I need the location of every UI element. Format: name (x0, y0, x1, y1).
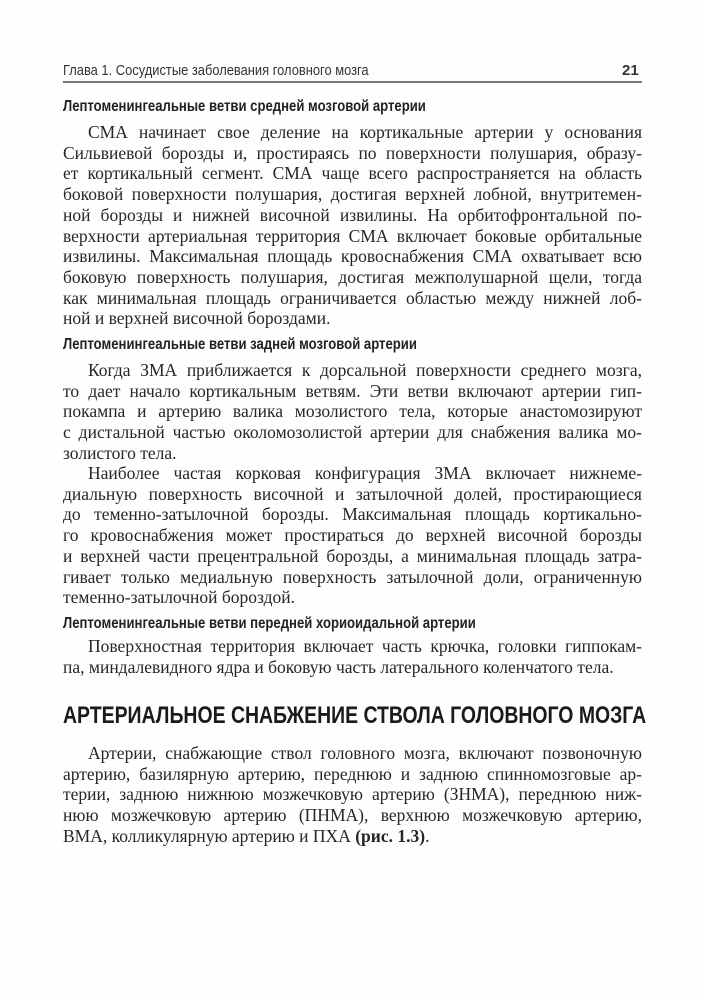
line-text: па, миндалевидного ядра и боковую часть латерального коленчатого тела. (63, 656, 614, 677)
paragraph-line (63, 267, 642, 288)
line-text: Артерии, снабжающие ствол головного мозга, включают позвоночную (88, 743, 642, 763)
paragraph-line (63, 525, 642, 546)
paragraph-line (63, 308, 642, 329)
paragraph-line (63, 826, 642, 847)
line-text: гивает только медиальную поверхность затылочной доли, ограниченную (63, 566, 642, 587)
paragraph-line (63, 443, 642, 464)
trailing-punctuation: . (425, 825, 430, 846)
running-title: Глава 1. Сосудистые заболевания головного мозга (63, 62, 369, 79)
paragraph-line (63, 587, 642, 608)
paragraph-line (63, 546, 642, 567)
line-text: ной борозды и нижней височной извилины. На орбитофронтальной по- (63, 204, 642, 225)
paragraph-line (88, 122, 642, 143)
paragraph-line (63, 184, 642, 205)
paragraph-line (63, 143, 642, 164)
paragraph-line (63, 764, 642, 785)
paragraph-line (63, 805, 642, 826)
paragraph-line (63, 246, 642, 267)
line-text: теменно-затылочной бороздой. (63, 587, 296, 608)
paragraph-line (63, 422, 642, 443)
line-text: с дистальной частью околомозолистой артерии для снабжения валика мо- (63, 422, 642, 443)
line-text: артерию, базилярную артерию, переднюю и заднюю спинномозговые ар- (63, 763, 642, 784)
line-text: Сильвиевой борозды и, простираясь по поверхности полушария, образу- (63, 142, 642, 163)
line-text: нюю мозжечковую артерию (ПНМА), верхнюю мозжечковую артерию, (63, 805, 642, 826)
paragraph-line (88, 360, 642, 381)
line-text: Когда ЗМА приближается к дорсальной поверхности среднего мозга, (88, 360, 642, 380)
header-rule (63, 81, 642, 83)
section-heading: АРТЕРИАЛЬНОЕ СНАБЖЕНИЕ СТВОЛА ГОЛОВНОГО МОЗГА (63, 702, 647, 729)
paragraph-line (63, 657, 642, 678)
line-text: ет кортикальный сегмент. СМА чаще всего распространяется на область (63, 163, 642, 184)
paragraph-line (63, 504, 642, 525)
line-text: извилины. Максимальная площадь кровоснабжения СМА охватывает всю (63, 246, 642, 267)
subsection-heading: Лептоменингеальные ветви средней мозговой артерии (63, 98, 426, 115)
line-text: и верхней части прецентральной борозды, а минимальная площадь затра- (63, 545, 642, 566)
line-text: до теменно-затылочной борозды. Максимальная площадь кортикально- (63, 504, 642, 525)
paragraph-line (63, 784, 642, 805)
paragraph-line (88, 636, 642, 657)
line-text: верхности артериальная территория СМА включает боковые орбитальные (63, 225, 642, 246)
paragraph-line (63, 567, 642, 588)
subsection-heading: Лептоменингеальные ветви задней мозговой артерии (63, 336, 417, 353)
line-text: то дает начало кортикальным ветвям. Эти ветви включают артерии гип- (63, 380, 642, 401)
page-number: 21 (622, 62, 639, 79)
paragraph-line (63, 205, 642, 226)
line-text: ВМА, колликулярную артерию и ПХА (63, 825, 351, 846)
paragraph-line (63, 381, 642, 402)
line-text: золистого тела. (63, 442, 177, 463)
subsection-heading: Лептоменингеальные ветви передней хориоидальной артерии (63, 615, 476, 632)
line-text: покампа и артерию валика мозолистого тела, которые анастомозируют (63, 401, 642, 422)
line-text: диальную поверхность височной и затылочной долей, простирающиеся (63, 483, 642, 504)
paragraph-line (63, 288, 642, 309)
line-text: как минимальная площадь ограничивается областью между нижней лоб- (63, 287, 642, 308)
line-text: Наиболее частая корковая конфигурация ЗМА включает нижнеме- (88, 463, 642, 483)
line-text: Поверхностная территория включает часть крючка, головки гиппокам- (88, 636, 642, 656)
paragraph-line (63, 401, 642, 422)
paragraph-line (63, 163, 642, 184)
line-text: ной и верхней височной бороздами. (63, 308, 331, 329)
paragraph-line (63, 226, 642, 247)
line-text: терии, заднюю нижнюю мозжечковую артерию (ЗНМА), переднюю ниж- (63, 784, 642, 805)
line-text: боковой поверхности полушария, достигая верхней лобной, внутритемен- (63, 184, 642, 205)
line-text: го кровоснабжения может простираться до верхней височной борозды (63, 525, 642, 546)
line-text: СМА начинает свое деление на кортикальные артерии у основания (88, 122, 642, 142)
paragraph-line (63, 484, 642, 505)
paragraph-line (88, 743, 642, 764)
paragraph-line (88, 463, 642, 484)
figure-reference: (рис. 1.3) (355, 825, 426, 846)
line-text: боковую поверхность полушария, достигая межполушарной щели, тогда (63, 266, 642, 287)
